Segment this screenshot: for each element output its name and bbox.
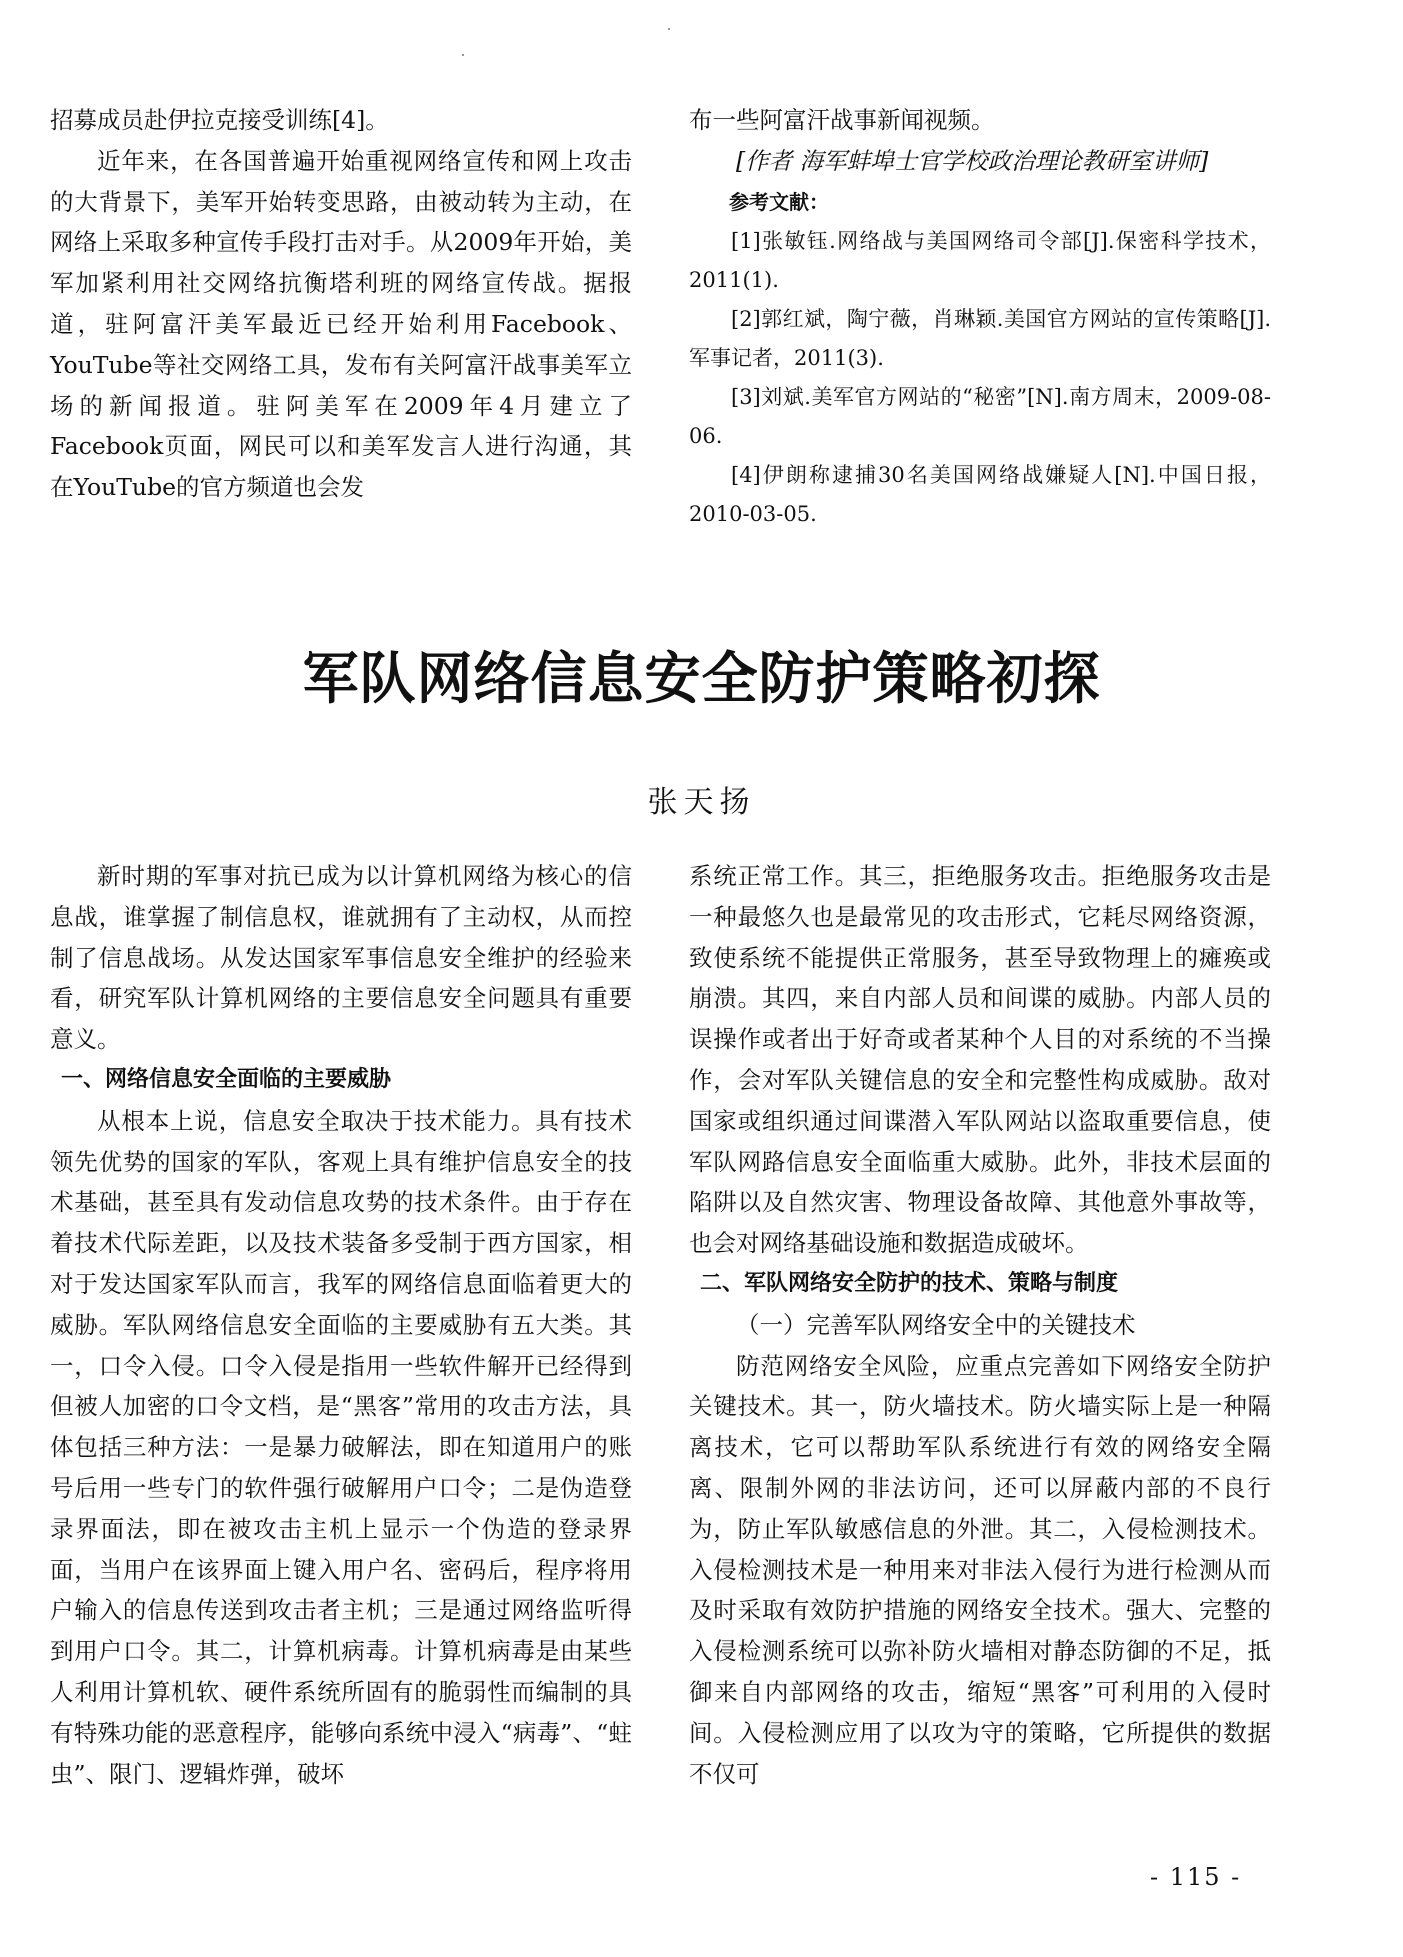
section-heading: 一、网络信息安全面临的主要威胁: [61, 1066, 392, 1092]
section-heading: 二、军队网络安全防护的技术、策略与制度: [700, 1270, 1119, 1296]
subsection-heading: （一）完善军队网络安全中的关键技术: [736, 1310, 1136, 1339]
references-list: [689, 222, 1271, 534]
reference-item: [3]刘斌.美军官方网站的“秘密”[N].南方周末，2009-08-06.: [689, 385, 1271, 449]
article-right-column: [689, 856, 1271, 1794]
intro-paragraph: 新时期的军事对抗已成为以计算机网络为核心的信息战，谁掌握了制信息权，谁就拥有了主动权，从而控制了信息战场。从发达国家军事信息安全维护的经验来看，研究军队计算机网络的主要信息安全问题具有重要意义。: [50, 862, 632, 1054]
reference-item: [4]伊朗称逮捕30名美国网络战嫌疑人[N].中国日报，2010-03-05.: [689, 463, 1271, 527]
page-number: - 115 -: [1150, 1863, 1242, 1891]
reference-item: [2]郭红斌，陶宁薇，肖琳颖.美国官方网站的宣传策略[J].军事记者，2011(3).: [689, 307, 1271, 371]
reference-item: [1]张敏钰.网络战与美国网络司令部[J].保密科学技术，2011(1).: [689, 229, 1271, 293]
article-title: 军队网络信息安全防护策略初探: [302, 647, 1101, 712]
author-note: [作者 海军蚌埠士官学校政治理论教研室讲师]: [736, 146, 1209, 175]
paragraph: 近年来，在各国普遍开始重视网络宣传和网上攻击的大背景下，美军开始转变思路，由被动转为主动，在网络上采取多种宣传手段打击对手。从2009年开始，美军加紧利用社交网络抗衡塔利班的网络宣传战。据报道，驻阿富汗美军最近已经开始利用Facebook、YouTube等社交网络工具，发布有关阿富汗战事美军立场的新闻报道。驻阿美军在2009年4月建立了Facebook页面，网民可以和美军发言人进行沟通，其在YouTube的官方频道也会发: [50, 146, 632, 502]
paragraph: 防范网络安全风险，应重点完善如下网络安全防护关键技术。其一，防火墙技术。防火墙实际上是一种隔离技术，它可以帮助军队系统进行有效的网络安全隔离、限制外网的非法访问，还可以屏蔽内部的不良行为，防止军队敏感信息的外泄。其二，入侵检测技术。入侵检测技术是一种用来对非法入侵行为进行检测从而及时采取有效防护措施的网络安全技术。强大、完整的入侵检测系统可以弥补防火墙相对静态防御的不足，抵御来自内部网络的攻击，缩短“黑客”可利用的入侵时间。入侵检测应用了以攻为守的策略，它所提供的数据不仅可: [689, 1351, 1271, 1788]
paragraph: 招募成员赴伊拉克接受训练[4]。: [50, 106, 389, 134]
previous-article-right-column: [689, 100, 1271, 534]
paragraph: 布一些阿富汗战事新闻视频。: [689, 106, 995, 134]
previous-article-left-column: [50, 100, 632, 508]
article-left-column: [50, 856, 632, 1794]
article-author: 张天扬: [647, 785, 756, 820]
paragraph: 从根本上说，信息安全取决于技术能力。具有技术领先优势的国家的军队，客观上具有维护信息安全的技术基础，甚至具有发动信息攻势的技术条件。由于存在着技术代际差距，以及技术装备多受制于西方国家，相对于发达国家军队而言，我军的网络信息面临着更大的威胁。军队网络信息安全面临的主要威胁有五大类。其一，口令入侵。口令入侵是指用一些软件解开已经得到但被人加密的口令文档，是“黑客”常用的攻击方法，具体包括三种方法：一是暴力破解法，即在知道用户的账号后用一些专门的软件强行破解用户口令；二是伪造登录界面法，即在被攻击主机上显示一个伪造的登录界面，当用户在该界面上键入用户名、密码后，程序将用户输入的信息传送到攻击者主机；三是通过网络监听得到用户口令。其二，计算机病毒。计算机病毒是由某些人利用计算机软、硬件系统所固有的脆弱性而编制的具有特殊功能的恶意程序，能够向系统中浸入“病毒”、“蛀虫”、限门、逻辑炸弹，破坏: [50, 1106, 632, 1788]
paragraph: 系统正常工作。其三，拒绝服务攻击。拒绝服务攻击是一种最悠久也是最常见的攻击形式，它耗尽网络资源，致使系统不能提供正常服务，甚至导致物理上的瘫痪或崩溃。其四，来自内部人员和间谍的威胁。内部人员的误操作或者出于好奇或者某种个人目的对系统的不当操作，会对军队关键信息的安全和完整性构成威胁。敌对国家或组织通过间谍潜入军队网站以盗取重要信息，使军队网路信息安全面临重大威胁。此外，非技术层面的陷阱以及自然灾害、物理设备故障、其他意外事故等，也会对网络基础设施和数据造成破坏。: [689, 862, 1271, 1258]
scan-speck: [668, 28, 670, 30]
references-heading: 参考文献：: [729, 189, 829, 214]
scan-speck: [462, 54, 464, 56]
